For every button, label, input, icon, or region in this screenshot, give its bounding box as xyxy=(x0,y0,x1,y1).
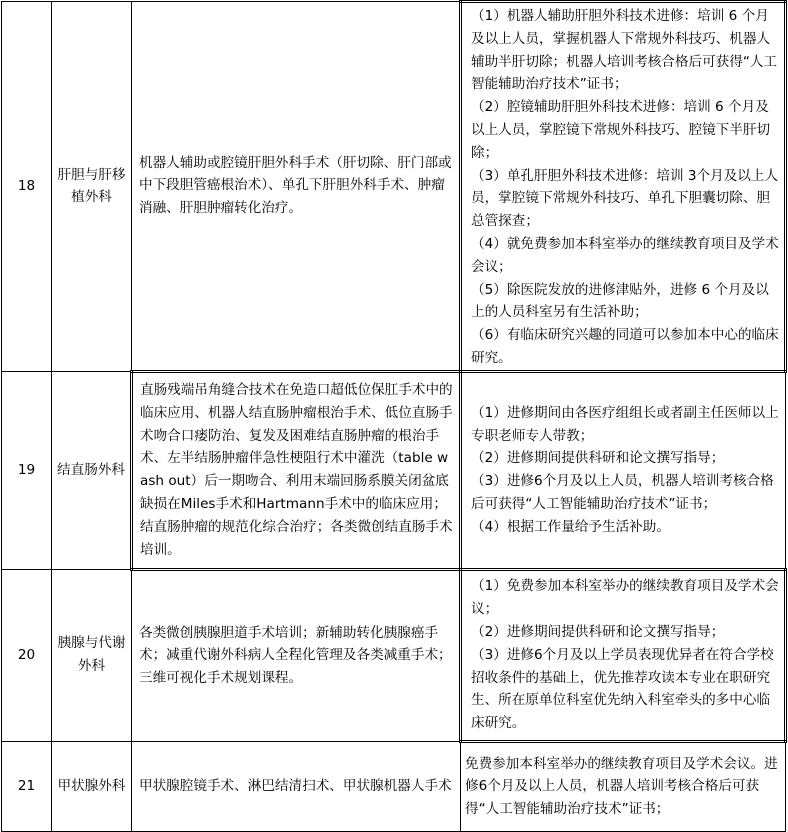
benefit-item: （5）除医院发放的进修津贴外，进修 6 个月及以上的人员科室另有生活补助； xyxy=(471,281,769,321)
training-benefits xyxy=(461,569,786,741)
training-benefits xyxy=(461,371,786,569)
department-name: 肝胆与肝移植外科 xyxy=(52,2,132,372)
benefit-item: （2）进修期间提供科研和论文撰写指导； xyxy=(471,624,725,641)
benefit-item: （1）进修期间由各医疗组组长或者副主任医师以上专职老师专人带教； xyxy=(471,404,779,444)
training-benefits xyxy=(461,741,786,831)
department-name: 胰腺与代谢外科 xyxy=(52,569,132,741)
table-row xyxy=(2,569,786,741)
benefit-item: （3）进修6个月及以上人员，机器人培训考核合格后可获得“人工智能辅助治疗技术”证书； xyxy=(471,473,774,513)
benefit-item: （2）腔镜辅助肝胆外科技术进修：培训 6 个月及以上人员，掌腔镜下常规外科技巧、腔镜下半肝切除； xyxy=(471,99,771,161)
benefit-item: 免费参加本科室举办的继续教育项目及学术会议。进修6个月及以上人员，机器人培训考核合格后可获得“人工智能辅助治疗技术”证书； xyxy=(465,755,778,818)
benefit-item: （3）单孔肝胆外科技术进修：培训 3个月及以上人员，掌腔镜下常规外科技巧、单孔下胆囊切除、胆总管探查； xyxy=(471,167,779,230)
table-row xyxy=(2,2,786,372)
department-name: 甲状腺外科 xyxy=(52,741,132,831)
benefit-item: （4）就免费参加本科室举办的继续教育项目及学术会议； xyxy=(471,235,779,275)
benefit-item: （3）进修6个月及以上学员表现优异者在符合学校招收条件的基础上，优先推荐攻读本专业在职研究生、所在原单位科室优先纳入科室牵头的多中心临床研究。 xyxy=(471,646,774,732)
row-number: 21 xyxy=(2,741,52,831)
training-table xyxy=(1,0,787,832)
row-number: 19 xyxy=(2,371,52,569)
training-content: 甲状腺腔镜手术、淋巴结清扫术、甲状腺机器人手术 xyxy=(132,741,461,831)
training-benefits xyxy=(461,2,786,372)
benefit-item: （4）根据工作量给予生活补助。 xyxy=(471,518,670,535)
table-row xyxy=(2,741,786,831)
department-name: 结直肠外科 xyxy=(52,371,132,569)
benefit-item: （1）免费参加本科室举办的继续教育项目及学术会议； xyxy=(471,578,779,618)
training-content: 直肠残端吊角缝合技术在免造口超低位保肛手术中的临床应用、机器人结直肠肿瘤根治手术、低位直肠手术吻合口瘘防治、复发及困难结直肠肿瘤的根治手术、左半结肠肿瘤伴急性梗阻行术中灌洗（table wash out）后一期吻合、利用末端回肠系膜关闭盆底缺损在Miles手术和Hartmann手术中的临床应用；结直肠肿瘤的规范化综合治疗；各类微创结直肠手术培训。 xyxy=(132,371,461,569)
row-number: 18 xyxy=(2,2,52,372)
benefit-item: （6）有临床研究兴趣的同道可以参加本中心的临床研究。 xyxy=(471,327,779,366)
table-row xyxy=(2,371,786,569)
benefit-item: （2）进修期间提供科研和论文撰写指导； xyxy=(471,450,725,467)
training-content: 各类微创胰腺胆道手术培训；新辅助转化胰腺癌手术；减重代谢外科病人全程化管理及各类减重手术；三维可视化手术规划课程。 xyxy=(132,569,461,741)
training-content: 机器人辅助或腔镜肝胆外科手术（肝切除、肝门部或中下段胆管癌根治术）、单孔下肝胆外科手术、肿瘤消融、肝胆肿瘤转化治疗。 xyxy=(132,2,461,372)
row-number: 20 xyxy=(2,569,52,741)
benefit-item: （1）机器人辅助肝胆外科技术进修：培训 6 个月及以上人员，掌握机器人下常规外科技巧、机器人辅助半肝切除；机器人培训考核合格后可获得“人工智能辅助治疗技术”证书； xyxy=(471,8,778,93)
